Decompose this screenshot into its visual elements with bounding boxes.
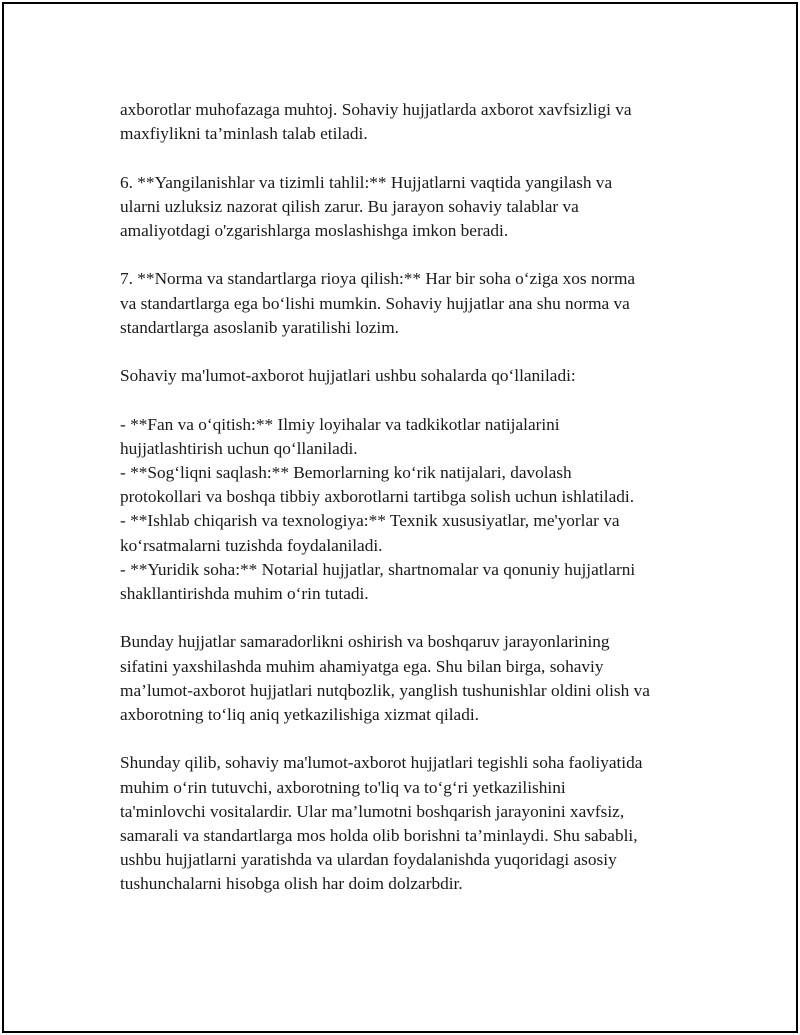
text-line: Bunday hujjatlar samaradorlikni oshirish va boshqaruv jarayonlarining (120, 632, 610, 652)
paragraph-item-6 (120, 171, 700, 244)
text-line: samarali va standartlarga mos holda olib borishni ta’minlaydi. Shu sababli, (120, 826, 638, 845)
list-item-line: - **Fan va o‘qitish:** Ilmiy loyihalar va tadkikotlar natijalarini (120, 414, 560, 434)
text-line: 6. **Yangilanishlar va tizimli tahlil:** Hujjatlarni vaqtida yangilash va (120, 172, 613, 192)
text-line: ushbu hujjatlarni yaratishda va ulardan foydalanishda yuqoridagi asosiy (120, 850, 617, 870)
document-body (120, 98, 700, 921)
text-line: maxfiylikni ta’minlash talab etiladi. (120, 124, 368, 144)
text-line: Shunday qilib, sohaviy ma'lumot-axborot hujjatlari tegishli soha faoliyatida (120, 753, 643, 773)
paragraph-efficiency (120, 630, 700, 727)
text-line: ma’lumot-axborot hujjatlari nutqbozlik, yanglish tushunishlar oldini olish va (120, 680, 650, 700)
text-line: amaliyotdagi o'zgarishlarga moslashishga imkon beradi. (120, 221, 509, 240)
paragraph-conclusion (120, 751, 700, 896)
text-line: ta'minlovchi vositalardir. Ular ma’lumotni boshqarish jarayonini xavfsiz, (120, 801, 625, 821)
list-item-line: shakllantirishda muhim o‘rin tutadi. (120, 584, 369, 603)
list-item-line: - **Yuridik soha:** Notarial hujjatlar, shartnomalar va qonuniy hujjatlarni (120, 559, 636, 579)
paragraph-security-continuation (120, 98, 700, 146)
text-line: muhim o‘rin tutuvchi, axborotning to'liq va to‘g‘ri yetkazilishini (120, 777, 566, 797)
text-line: va standartlarga ega bo‘lishi mumkin. Sohaviy hujjatlar ana shu norma va (120, 293, 630, 313)
text-line: ularni uzluksiz nazorat qilish zarur. Bu jarayon sohaviy talablar va (120, 196, 579, 216)
list-item-line: ko‘rsatmalarni tuzishda foydalaniladi. (120, 535, 383, 555)
paragraph-usage-list (120, 413, 700, 607)
list-item-line: - **Ishlab chiqarish va texnologiya:** Texnik xususiyatlar, me'yorlar va (120, 511, 620, 531)
paragraph-usage-intro (120, 364, 700, 388)
list-item-line: protokollari va boshqa tibbiy axborotlarni tartibga solish uchun ishlatiladi. (120, 487, 635, 507)
text-line: sifatini yaxshilashda muhim ahamiyatga ega. Shu bilan birga, sohaviy (120, 656, 604, 676)
paragraph-item-7 (120, 267, 700, 340)
text-line: axborotning to‘liq aniq yetkazilishiga xizmat qiladi. (120, 705, 479, 724)
list-item-line: - **Sog‘liqni saqlash:** Bemorlarning ko‘rik natijalari, davolash (120, 462, 572, 482)
text-line: Sohaviy ma'lumot-axborot hujjatlari ushbu sohalarda qo‘llaniladi: (120, 366, 576, 386)
list-item-line: hujjatlashtirish uchun qo‘llaniladi. (120, 438, 358, 458)
text-line: standartlarga asoslanib yaratilishi lozim. (120, 317, 399, 337)
text-line: tushunchalarni hisobga olish har doim dolzarbdir. (120, 874, 463, 894)
text-line: 7. **Norma va standartlarga rioya qilish:** Har bir soha o‘ziga xos norma (120, 269, 636, 289)
page-frame (2, 2, 798, 1033)
text-line: axborotlar muhofazaga muhtoj. Sohaviy hujjatlarda axborot xavfsizligi va (120, 100, 632, 119)
